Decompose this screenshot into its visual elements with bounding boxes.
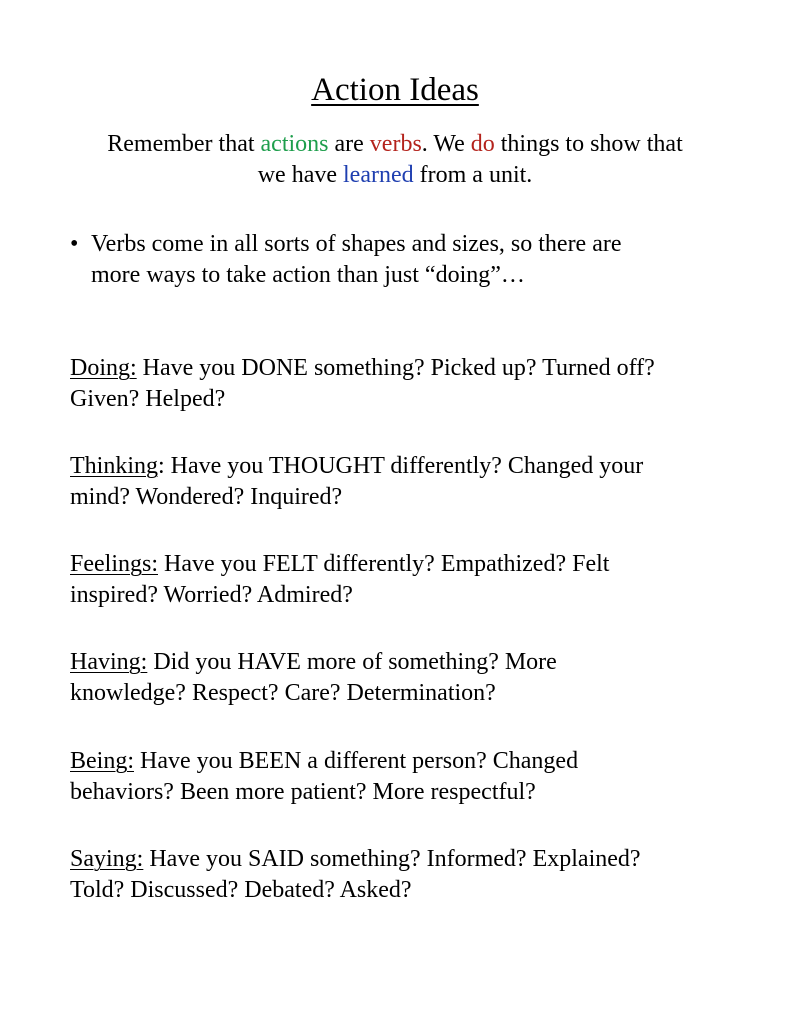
- section-label-suffix: :: [158, 453, 165, 479]
- section-text: Told? Discussed? Debated? Asked?: [70, 877, 412, 903]
- section-text: Did you HAVE more of something? More: [147, 649, 557, 675]
- section-label: Having:: [70, 649, 148, 675]
- section-label: Being:: [70, 748, 134, 774]
- highlight-learned: learned: [343, 162, 414, 188]
- bullet-line: Verbs come in all sorts of shapes and sizes, so there are: [91, 231, 622, 257]
- intro-text: things to show that: [494, 131, 683, 157]
- section-text: Have you BEEN a different person? Changed: [134, 748, 579, 774]
- section-text: knowledge? Respect? Care? Determination?: [70, 680, 496, 706]
- bullet-item: [70, 229, 622, 291]
- section-thinking: [70, 451, 643, 513]
- section-label: Thinking: [70, 453, 158, 479]
- intro-paragraph: [0, 129, 790, 191]
- intro-text: are: [328, 131, 370, 157]
- section-text: inspired? Worried? Admired?: [70, 582, 353, 608]
- section-feelings: [70, 549, 609, 611]
- section-saying: [70, 844, 641, 906]
- intro-text: from a unit.: [413, 162, 533, 188]
- intro-text: . We: [421, 131, 471, 157]
- intro-text: we have: [257, 162, 344, 188]
- section-text: Have you THOUGHT differently? Changed your: [164, 453, 644, 479]
- section-text: mind? Wondered? Inquired?: [70, 484, 343, 510]
- section-text: Have you SAID something? Informed? Explained?: [143, 846, 641, 872]
- highlight-do: do: [470, 131, 495, 157]
- page-title: Action Ideas: [311, 72, 479, 108]
- section-text: Have you FELT differently? Empathized? Felt: [158, 551, 610, 577]
- highlight-verbs: verbs: [369, 131, 422, 157]
- section-text: behaviors? Been more patient? More respectful?: [70, 779, 536, 805]
- section-label: Feelings:: [70, 551, 158, 577]
- section-text: Given? Helped?: [70, 386, 226, 412]
- section-being: [70, 746, 578, 808]
- section-doing: [70, 353, 655, 415]
- section-label: Saying:: [70, 846, 144, 872]
- intro-text: Remember that: [107, 131, 261, 157]
- section-text: Have you DONE something? Picked up? Turned off?: [136, 355, 655, 381]
- highlight-actions: actions: [260, 131, 329, 157]
- section-having: [70, 647, 557, 709]
- bullet-icon: •: [70, 231, 79, 257]
- bullet-line: more ways to take action than just “doing”…: [91, 262, 525, 288]
- section-label: Doing:: [70, 355, 137, 381]
